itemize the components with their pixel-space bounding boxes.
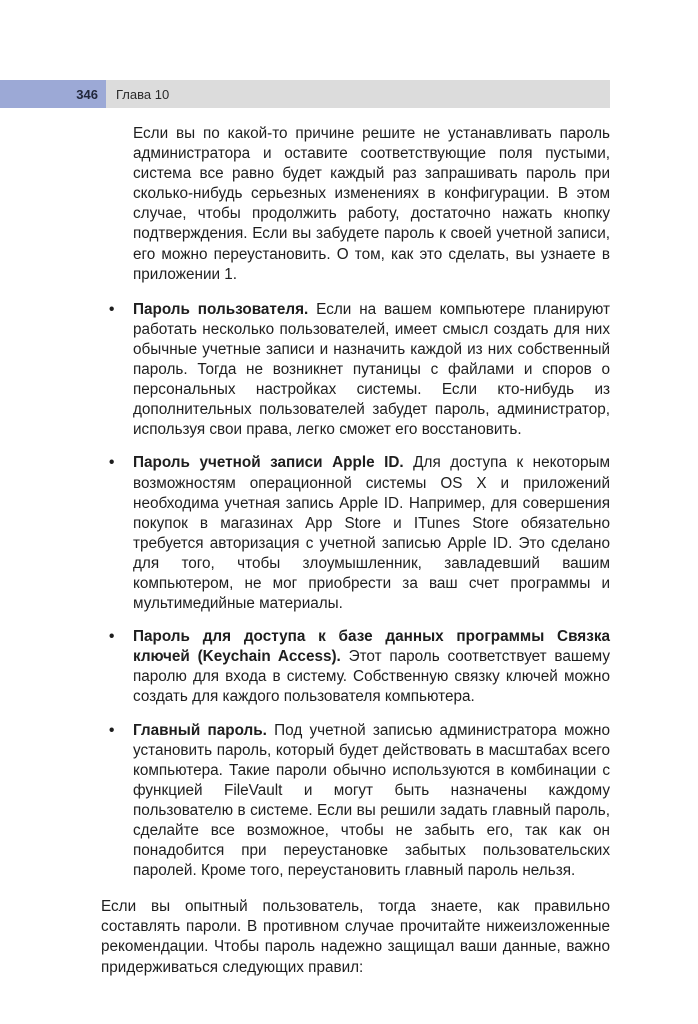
bullet-icon: • (109, 721, 115, 739)
list-item (101, 453, 610, 614)
list-item-title: Пароль учетной записи Apple ID. (133, 454, 404, 472)
list-item-title: Пароль для доступа к базе данных программы Связка ключей (Keychain Access). (133, 628, 610, 666)
list-item (101, 721, 610, 882)
list-item-text: Этот пароль соответствует вашему паролю для входа в систему. Собственную связку ключей можно создать для каждого пользователя компьютера. (133, 648, 611, 706)
bullet-icon: • (109, 300, 115, 318)
list-item-text: Для доступа к некоторым возможностям операционной системы OS X и приложений необходима учетная запись Apple ID. Например, для совершения покупок в магазинах App Store и ITunes Store обязательно требуется авторизация с учетной записью Apple ID. Это сделано для того, чтобы злоумышленник, завладевший вашим компьютером, не мог приобрести за ваш счет программы и мультимедийные материалы. (133, 454, 611, 613)
intro-paragraph: Если вы по какой-то причине решите не устанавливать пароль администратора и оставите соответствующие поля пустыми, система все равно будет каждый раз запрашивать пароль при сколько-нибудь серьезных изменениях в конфигурации. В этом случае, чтобы продолжить работу, достаточно нажать кнопку подтверждения. Если вы забудете пароль к своей учетной записи, его можно переустановить. О том, как это сделать, вы узнаете в приложении 1. (133, 125, 610, 283)
list-item (101, 300, 610, 441)
page-number: 346 (0, 80, 106, 108)
bullet-icon: • (109, 454, 115, 472)
chapter-title: Глава 10 (106, 80, 610, 108)
list-item-text: Если на вашем компьютере планируют работать несколько пользователей, имеет смысл создать для них обычные учетные записи и назначить каждой из них собственный пароль. Тогда не возникнет путаницы с файлами и споров о персональных настройках системы. Если кто-нибудь из дополнительных пользователей забудет пароль, администратор, используя свои права, легко сможет его восстановить. (133, 300, 610, 439)
running-header (0, 80, 610, 108)
list-item (101, 627, 610, 707)
bullet-icon: • (109, 628, 115, 646)
list-item-title: Главный пароль. (133, 721, 267, 739)
list-item-title: Пароль пользователя. (133, 300, 309, 318)
outro-paragraph: Если вы опытный пользователь, тогда знаете, как правильно составлять пароли. В противном случае прочитайте нижеизложенные рекомендации. Чтобы пароль надежно защищал ваши данные, важно придерживаться следующих правил: (101, 898, 610, 976)
password-types-list (101, 300, 610, 882)
list-item-text: Под учетной записью администратора можно установить пароль, который будет действовать в масштабах всего компьютера. Такие пароли обычно используются в комбинации с функцией FileVault и могут быть назначены каждому пользователю в системе. Если вы решили задать главный пароль, сделайте все возможное, чтобы не забыть его, так как он понадобится при переустановке забытых пользовательских паролей. Кроме того, переустановить главный пароль нельзя. (133, 721, 611, 880)
page-body (101, 124, 610, 978)
